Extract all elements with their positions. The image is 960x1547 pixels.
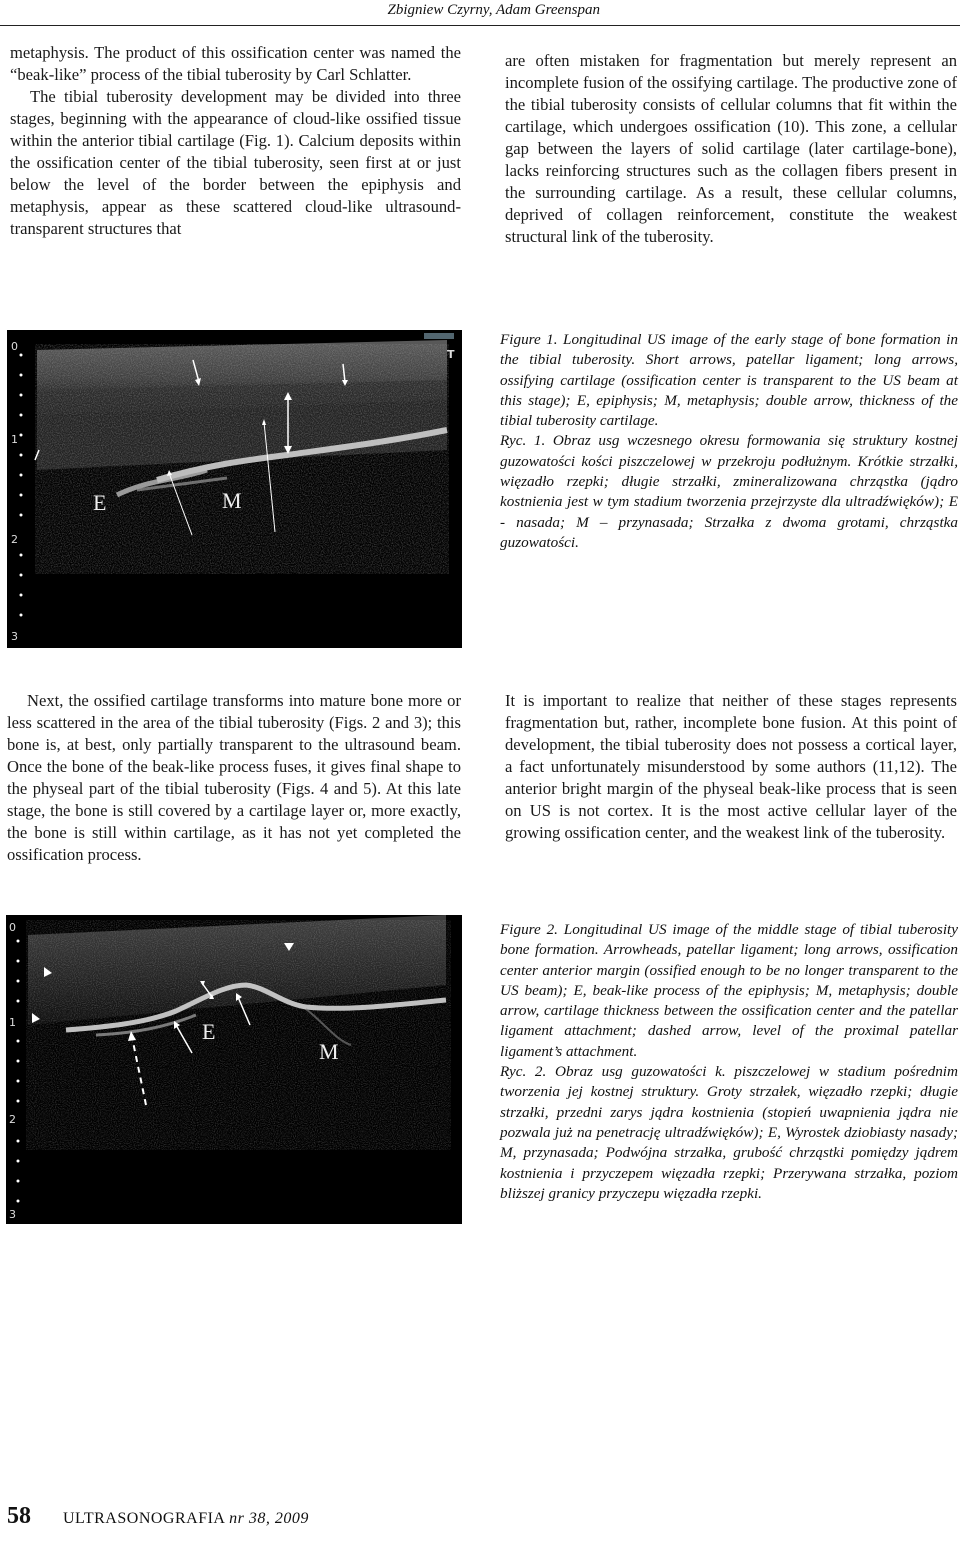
- journal-issue: nr 38, 2009: [229, 1510, 309, 1527]
- scale-label-1: 1: [11, 433, 18, 446]
- paragraph: metaphysis. The product of this ossification center was named the “beak-like” process of the tibial tuberosity by Carl Schlatter.: [10, 43, 461, 84]
- scale-label-0: 0: [9, 921, 16, 934]
- body-column-top-left: [10, 42, 461, 240]
- caption-english: Figure 1. Longitudinal US image of the early stage of bone formation in the tibial tuberosity. Short arrows, patellar ligament; long arrows, ossifying cartilage (ossification center is transparent to the US beam at this stage); E, epiphysis; M, metaphysis; double arrow, thickness of the tibial tuberosity cartilage.: [500, 331, 958, 430]
- scale-label-1: 1: [9, 1016, 16, 1029]
- paragraph: Next, the ossified cartilage transforms into mature bone more or less scattered in the area of the tibial tuberosity (Figs. 2 and 3); this bone is, at best, only partially transparent to the ultrasound beam. Once the bone of the beak-like process fuses, it gives final shape to the physeal part of the tibial tuberosity (Figs. 4 and 5). At this late stage, the bone is still covered by a cartilage layer or, more exactly, the bone is still within cartilage, as it has not yet completed the ossification process.: [7, 691, 461, 864]
- ultrasound-scan: [6, 915, 462, 1224]
- body-column-top-right: [505, 50, 957, 248]
- paragraph: The tibial tuberosity development may be divided into three stages, beginning with the appearance of cloud-like ossified tissue within the anterior tibial cartilage (Fig. 1). Calcium deposits within the ossification center of the tibial tuberosity, seen first at or just below the level of the border between the epiphysis and metaphysis, appear as these scattered cloud-like ultrasound-transparent structures that: [10, 87, 461, 238]
- journal-title: ULTRASONOGRAFIA: [63, 1510, 225, 1527]
- page-number: 58: [7, 1503, 31, 1529]
- label-t: T: [447, 348, 455, 361]
- header-authors: Zbigniew Czyrny, Adam Greenspan: [387, 2, 600, 18]
- paragraph: It is important to realize that neither of these stages represents fragmentation but, rather, incomplete bone fusion. At this point of development, the tibial tuberosity does not possess a cortical layer, a fact unfortunately misunderstood by some authors (11,12). The anterior bright margin of the physeal beak-like process that is seen on US is not cortex. It is the most active cellular layer of the growing ossification center, and the weakest link of the tuberosity.: [505, 691, 957, 842]
- journal-name: [63, 1510, 309, 1528]
- caption-english: Figure 2. Longitudinal US image of the middle stage of tibial tuberosity bone formation. Arrowheads, patellar ligament; long arrows, ossification center anterior margin (ossified enough to be no longer transparent to the US beam); E, beak-like process of the epiphysis; M, metaphysis; double arrow, cartilage thickness between the ossification center and the patellar ligament attachment; dashed arrow, level of the proximal patellar ligament’s attachment.: [500, 921, 958, 1060]
- scale-label-2: 2: [11, 533, 18, 546]
- label-metaphysis: M: [222, 488, 242, 513]
- scale-label-3: 3: [11, 630, 18, 643]
- running-head: [0, 0, 960, 26]
- figure-1-ultrasound-image: [7, 330, 462, 648]
- figure-2-ultrasound-image: [6, 915, 462, 1224]
- body-column-mid-right: [505, 690, 957, 844]
- label-metaphysis: M: [319, 1039, 339, 1064]
- body-column-mid-left: [7, 690, 461, 866]
- scale-label-0: 0: [11, 340, 18, 353]
- paragraph: are often mistaken for fragmentation but merely represent an incomplete fusion of the ossifying cartilage. The productive zone of the tibial tuberosity consists of cellular columns that fit within the cartilage, which undergoes ossification (10). This zone, a cellular gap between the layers of solid cartilage (later cartilage-bone), lacks reinforcing structures such as the collagen fibers present in the surrounding cartilage. As a result, these cellular columns, deprived of collagen reinforcement, constitute the weakest structural link of the tuberosity.: [505, 51, 957, 246]
- scale-label-2: 2: [9, 1113, 16, 1126]
- page-footer: [7, 1503, 607, 1543]
- label-epiphysis: E: [202, 1019, 216, 1044]
- scale-label-3: 3: [9, 1208, 16, 1221]
- caption-polish: Ryc. 2. Obraz usg guzowatości k. piszczelowej w stadium pośrednim tworzenia jej kostnej struktury. Groty strzałek, więzadło rzepki; długie strzałki, przedni zarys jądra kostnienia (stopień uwapnienia jądra nie pozwala już na penetrację ultradźwięków); E, Wyrostek dziobiasty nasady; M, przynasada; Podwójna strzałka, grubość chrząstki pomiędzy jądrem kostnienia i przyczepem więzadła rzepki; Przerywana strzałka, poziom bliższej granicy przyczepu więzadła rzepki.: [500, 1063, 958, 1202]
- figure-1-caption: [500, 330, 958, 553]
- caption-polish: Ryc. 1. Obraz usg wczesnego okresu formowania się struktury kostnej guzowatości kości piszczelowej w przekroju podłużnym. Krótkie strzałki, więzadło rzepki; długie strzałki, zmineralizowana chrząstka (jądro kostnienia jest w tym stadium tworzenia przejrzyste dla ultradźwięków); E - nasada; M – przynasada; Strzałka z dwoma grotami, chrząstka guzowatości.: [500, 432, 958, 551]
- label-epiphysis: E: [93, 490, 107, 515]
- figure-2-caption: [500, 920, 958, 1204]
